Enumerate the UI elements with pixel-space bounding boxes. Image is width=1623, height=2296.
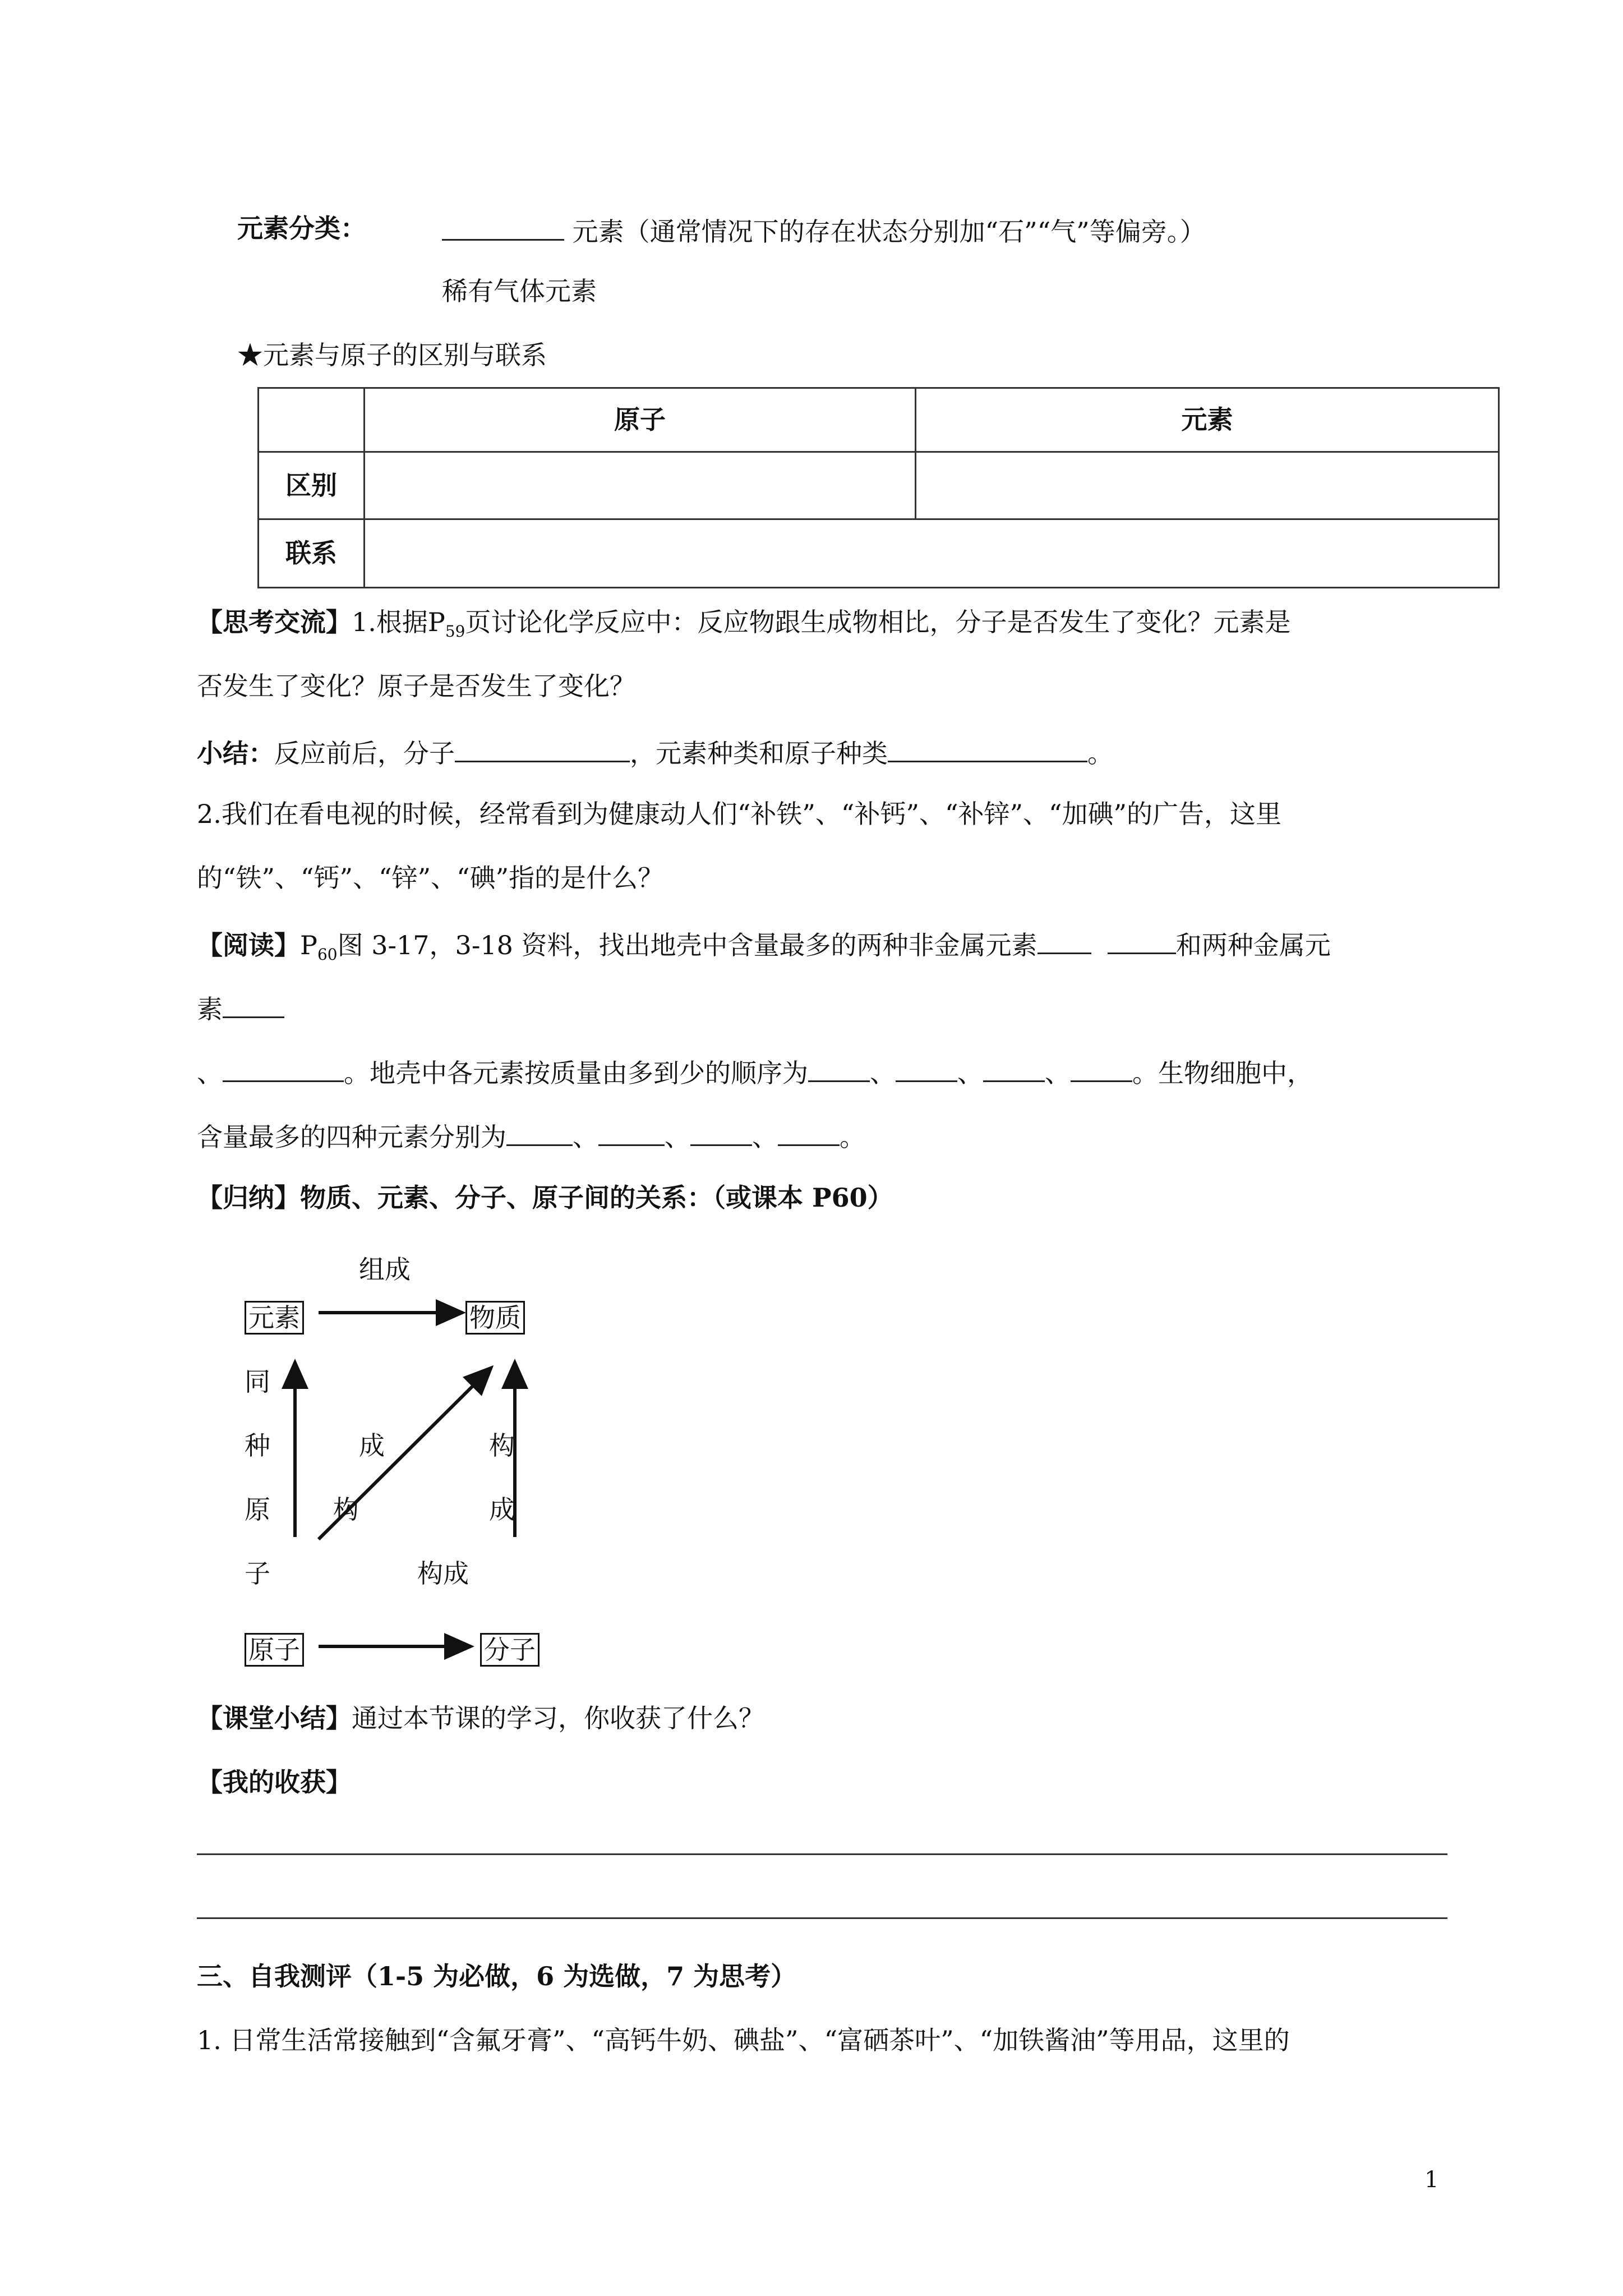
think-q1-line1: 【思考交流】1.根据$P_{59}$页讨论化学反应中：反应物跟生成物相比，分子是否发生了变化？元素是 — [197, 607, 1291, 641]
section-title: ★元素与原子的区别与联系 — [237, 340, 547, 370]
table-header-element: 元素 — [916, 388, 1499, 452]
diagram-node-atom: 原子 — [245, 1635, 304, 1665]
diagram-node-substance: 物质 — [465, 1303, 525, 1333]
diagram-node-molecule: 分子 — [480, 1635, 540, 1665]
reading-line3: 、 。地壳中各元素按质量由多到少的顺序为 、 、 、 。生物细胞中， — [197, 1055, 1313, 1089]
classification-line2: 稀有气体元素 — [442, 276, 597, 306]
table-row-header-connection: 联系 — [259, 519, 365, 588]
answer-line[interactable] — [197, 1917, 1447, 1919]
self-eval-q1: 1. 日常生活常接触到“含氟牙膏”、“高钙牛奶、碘盐”、“富硒茶叶”、“加铁酱油”等用品，这里的 — [197, 2025, 1290, 2055]
summary-label: 小结： — [197, 738, 274, 769]
think-q2-line2: 的“铁”、“钙”、“锌”、“碘”指的是什么？ — [197, 863, 664, 893]
diagram-vertical-char: 原 — [245, 1494, 270, 1525]
think-q2-line1: 2.我们在看电视的时候，经常看到为健康动人们“补铁”、“补钙”、“补锌”、“加碘”的广告，这里 — [197, 799, 1282, 829]
reading-line4: 含量最多的四种元素分别为 、 、 、 。 — [197, 1119, 865, 1153]
diagram-label-constitute: 构成 — [417, 1558, 469, 1589]
diagram-label-compose: 组成 — [359, 1254, 411, 1285]
class-summary-line: 【课堂小结】通过本节课的学习，你收获了什么？ — [197, 1703, 764, 1733]
diagram-diag-char: 成 — [359, 1430, 385, 1461]
summary-line: 小结：反应前后，分子 ，元素种类和原子种类 。 — [197, 735, 1113, 769]
reading-tag: 【阅读】 — [197, 930, 300, 960]
classification-line1-text: 元素（通常情况下的存在状态分别加“石”“气”等偏旁。） — [572, 217, 1206, 247]
induction-tag: 【归纳】 — [197, 1182, 300, 1213]
page-number: 1 — [1424, 2167, 1439, 2193]
class-summary-tag: 【课堂小结】 — [197, 1703, 352, 1733]
reading-line2: 素 — [197, 991, 284, 1025]
diagram-vertical-char: 成 — [489, 1494, 515, 1525]
table-row-header-difference: 区别 — [259, 452, 365, 519]
diagram-diag-char: 构 — [333, 1494, 359, 1525]
diagram-vertical-char: 子 — [245, 1558, 270, 1589]
diagram-vertical-char: 构 — [489, 1430, 515, 1461]
harvest-tag: 【我的收获】 — [197, 1767, 352, 1797]
diagram-vertical-char: 种 — [245, 1430, 270, 1461]
think-tag: 【思考交流】 — [197, 607, 352, 637]
think-q1-line2: 否发生了变化？原子是否发生了变化？ — [197, 671, 635, 701]
induction-line: 【归纳】物质、元素、分子、原子间的关系：（或课本 P60） — [197, 1182, 893, 1213]
table-header-atom: 原子 — [365, 388, 916, 452]
reading-line1: 【阅读】$P_{60}$图 3-17，3-18 资料，找出地壳中含量最多的两种非金属元素 和两种金属元 — [197, 927, 1331, 964]
answer-line[interactable] — [197, 1853, 1447, 1855]
diagram-node-element: 元素 — [245, 1303, 304, 1333]
self-eval-title: 三、自我测评（1-5 为必做，6 为选做，7 为思考） — [197, 1961, 797, 1991]
classification-label: 元素分类： — [237, 213, 366, 243]
diagram-vertical-char: 同 — [245, 1366, 270, 1397]
